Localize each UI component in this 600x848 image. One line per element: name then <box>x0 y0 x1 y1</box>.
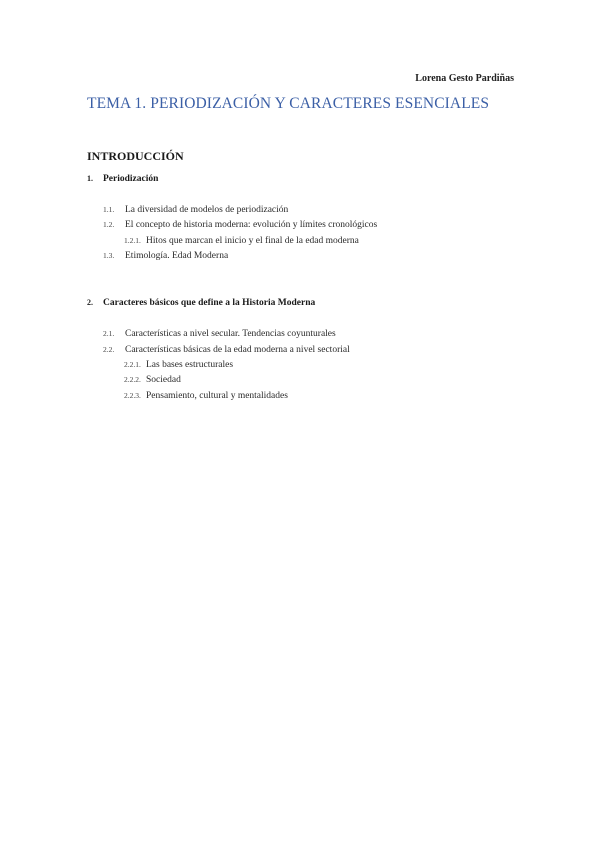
author-name: Lorena Gesto Pardiñas <box>415 73 514 84</box>
item-label: Pensamiento, cultural y mentalidades <box>146 391 288 401</box>
item-number: 1.3. <box>103 251 115 260</box>
item-label: Características a nivel secular. Tendencias coyunturales <box>125 329 336 339</box>
document-title: TEMA 1. PERIODIZACIÓN Y CARACTERES ESENCIALES <box>87 95 490 112</box>
section-heading-2 <box>87 298 315 308</box>
introduction-heading: INTRODUCCIÓN <box>87 149 184 163</box>
item-number: 1.1. <box>103 205 115 214</box>
item-number: 2.2.3. <box>124 391 141 400</box>
item-label: Etimología. Edad Moderna <box>125 251 229 261</box>
section-number: 1. <box>87 174 93 183</box>
toc-item <box>124 360 233 370</box>
item-number: 2.2. <box>103 345 115 354</box>
toc-item <box>124 236 359 246</box>
toc-item <box>124 391 288 401</box>
toc-item <box>103 329 336 339</box>
item-number: 2.2.1. <box>124 360 141 369</box>
item-label: Sociedad <box>146 375 181 385</box>
section-heading-1 <box>87 174 158 184</box>
section-label: Periodización <box>103 174 159 184</box>
toc-item <box>103 345 350 355</box>
item-label: La diversidad de modelos de periodización <box>125 205 289 215</box>
item-number: 1.2.1. <box>124 236 141 245</box>
section-number: 2. <box>87 298 93 307</box>
item-number: 1.2. <box>103 220 115 229</box>
item-label: El concepto de historia moderna: evolución y límites cronológicos <box>125 220 378 230</box>
toc-item <box>103 251 228 261</box>
item-label: Características básicas de la edad moderna a nivel sectorial <box>125 345 350 355</box>
section-label: Caracteres básicos que define a la Historia Moderna <box>103 298 316 308</box>
item-number: 2.1. <box>103 329 115 338</box>
item-label: Las bases estructurales <box>146 360 234 370</box>
item-number: 2.2.2. <box>124 375 141 384</box>
item-label: Hitos que marcan el inicio y el final de la edad moderna <box>146 236 359 246</box>
toc-item <box>124 375 181 385</box>
toc-item <box>103 220 377 230</box>
toc-item <box>103 205 288 215</box>
